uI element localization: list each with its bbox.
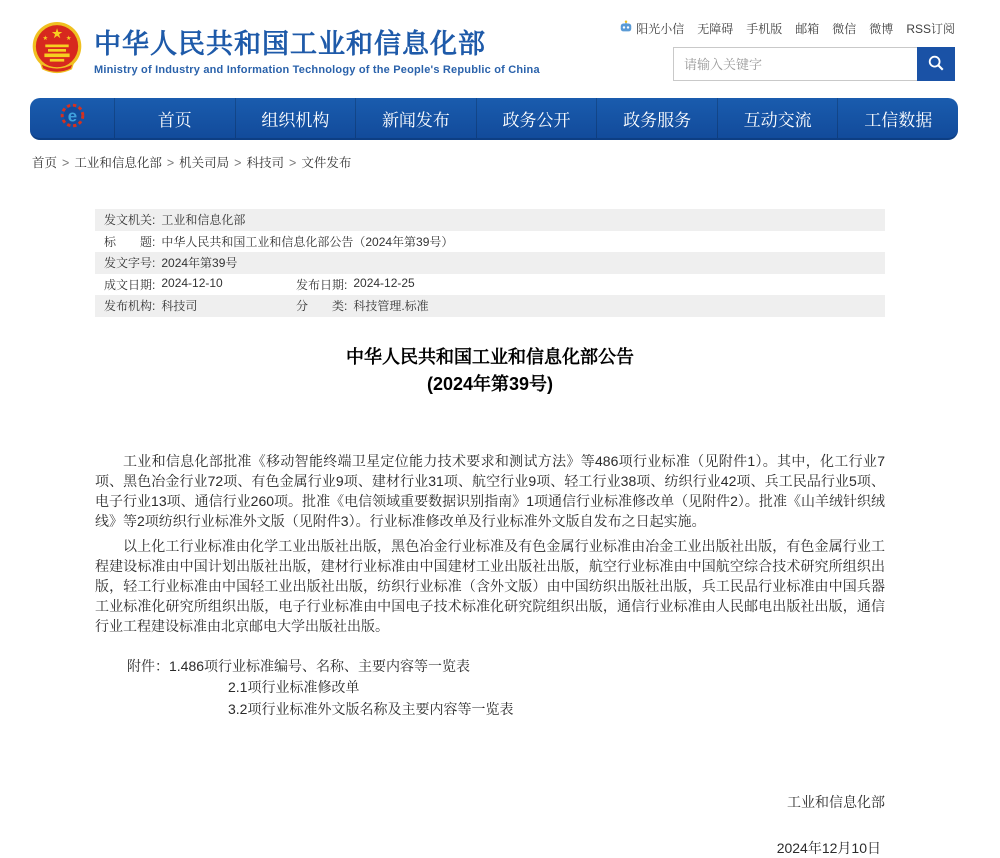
svg-text:★: ★ <box>42 35 49 42</box>
meta-row-document-number <box>95 252 885 274</box>
meta-cell <box>104 233 453 250</box>
meta-label: 发文字号: <box>104 256 156 271</box>
document-area <box>95 209 885 858</box>
meta-cell-category <box>296 297 429 314</box>
site-brand[interactable] <box>30 20 540 83</box>
meta-value: 工业和信息化部 <box>161 213 246 228</box>
breadcrumb-separator: > <box>234 156 242 170</box>
document-title-line2: (2024年第39号) <box>426 373 554 394</box>
document-meta-table <box>95 209 885 317</box>
breadcrumb-separator: > <box>166 156 175 170</box>
nav-item-gov-disclosure[interactable]: 政务公开 <box>476 98 597 138</box>
nav-item-data[interactable]: 工信数据 <box>837 98 958 138</box>
search-bar <box>673 47 955 81</box>
attachment-link-1[interactable]: 1.486项行业标准编号、名称、主要内容等一览表 <box>169 657 471 674</box>
attachment-link-3[interactable]: 3.2项行业标准外文版名称及主要内容等一览表 <box>228 700 514 717</box>
breadcrumb-separator: > <box>289 156 297 170</box>
breadcrumb-departments[interactable]: 机关司局 <box>179 156 230 170</box>
meta-value: 科技司 <box>161 299 198 314</box>
attachments-label: 附件： <box>127 657 169 674</box>
meta-cell <box>104 254 237 271</box>
top-link-mobile[interactable]: 手机版 <box>746 22 783 36</box>
breadcrumb-science-tech-dept[interactable]: 科技司 <box>246 156 284 170</box>
meta-value: 2024-12-10 <box>161 275 223 290</box>
meta-label: 发布日期: <box>296 277 348 292</box>
site-title: 中华人民共和国工业和信息化部 <box>94 28 486 59</box>
meta-label: 分 类: <box>296 299 348 314</box>
magnifier-icon <box>927 54 945 75</box>
meta-label: 发文机关: <box>104 213 156 228</box>
svg-text:e: e <box>67 106 77 126</box>
breadcrumb <box>32 153 1000 171</box>
meta-value: 科技管理.标准 <box>353 299 429 314</box>
nav-item-interaction[interactable]: 互动交流 <box>717 98 838 138</box>
meta-row-dates <box>95 274 885 296</box>
document-title-line1: 中华人民共和国工业和信息化部公告 <box>346 346 634 367</box>
nav-brand-logo[interactable] <box>30 98 114 138</box>
signature-date: 2024年12月10日 <box>776 840 881 856</box>
meta-cell <box>104 211 245 228</box>
nav-item-organization[interactable]: 组织机构 <box>235 98 356 138</box>
breadcrumb-document-release[interactable]: 文件发布 <box>301 156 352 170</box>
attachments-section <box>95 656 885 721</box>
document-body <box>95 451 885 636</box>
main-nav <box>30 98 958 140</box>
site-header <box>0 0 1000 96</box>
document-title <box>95 344 885 398</box>
top-link-weibo[interactable]: 微博 <box>869 22 894 36</box>
top-link-mail[interactable]: 邮箱 <box>795 22 820 36</box>
national-emblem-icon <box>30 20 84 83</box>
attachment-link-2[interactable]: 2.1项行业标准修改单 <box>228 679 360 695</box>
top-links <box>636 20 955 37</box>
svg-text:★: ★ <box>65 35 72 42</box>
header-right <box>636 20 955 81</box>
meta-value: 中华人民共和国工业和信息化部公告（2024年第39号） <box>161 234 454 249</box>
signature-block <box>95 792 885 858</box>
meta-row-title <box>95 231 885 253</box>
meta-label: 发布机构: <box>104 299 156 314</box>
signature-org: 工业和信息化部 <box>787 794 885 810</box>
meta-cell-publish-date <box>296 276 415 293</box>
attachment-line-2 <box>228 677 885 699</box>
nav-item-home[interactable]: 首页 <box>114 98 235 138</box>
top-link-accessibility[interactable]: 无障碍 <box>697 22 734 36</box>
gear-e-logo-icon <box>59 102 86 134</box>
meta-row-publisher-category <box>95 295 885 317</box>
top-link-label: 阳光小信 <box>636 22 685 36</box>
robot-icon <box>619 20 633 37</box>
nav-item-gov-services[interactable]: 政务服务 <box>596 98 717 138</box>
meta-value: 2024-12-25 <box>353 275 415 290</box>
meta-row-issuing-authority <box>95 209 885 231</box>
breadcrumb-separator: > <box>62 156 70 170</box>
top-link-wechat[interactable]: 微信 <box>832 22 857 36</box>
attachment-line-1 <box>127 656 885 678</box>
svg-text:★: ★ <box>50 26 64 42</box>
site-subtitle: Ministry of Industry and Information Technology of the People's Republic of China <box>94 63 540 76</box>
nav-item-news[interactable]: 新闻发布 <box>355 98 476 138</box>
paragraph-approval: 工业和信息化部批准《移动智能终端卫星定位能力技术要求和测试方法》等486项行业标准（见附件1）。其中，化工行业7项、黑色冶金行业72项、有色金属行业9项、建材行业31项、航空行业9项、轻工行业38项、纺织行业42项、兵工民品行业5项、电子行业13项、通信行业260项。批准《电信领域重要数据识别指南》1项通信行业标准修改单（见附件2）。批准《山羊绒针织绒线》等2项纺织行业标准外文版（见附件3）。行业标准修改单及行业标准外文版自发布之日起实施。 <box>95 452 885 529</box>
meta-label: 标 题: <box>104 234 156 249</box>
search-button[interactable] <box>917 47 955 81</box>
breadcrumb-home[interactable]: 首页 <box>32 156 58 170</box>
meta-label: 成文日期: <box>104 277 156 292</box>
breadcrumb-miit[interactable]: 工业和信息化部 <box>74 156 162 170</box>
top-link-sunshine-bot[interactable] <box>619 20 684 37</box>
meta-cell-publisher <box>104 297 296 314</box>
attachment-line-3 <box>228 699 885 721</box>
paragraph-publishers: 以上化工行业标准由化学工业出版社出版，黑色冶金行业标准及有色金属行业标准由冶金工业出版社出版，有色金属行业工程建设标准由中国计划出版社出版，建材行业标准由中国建材工业出版社出版，航空行业标准由中国航空综合技术研究所组织出版，轻工行业标准由中国轻工业出版社出版，纺织行业标准（含外文版）由中国纺织出版社出版，兵工民品行业标准由中国兵器工业标准化研究所组织出版，电子行业标准由中国电子技术标准化研究院组织出版，通信行业标准由人民邮电出版社出版，通信行业工程建设标准由北京邮电大学出版社出版。 <box>95 537 885 634</box>
meta-cell-written-date <box>104 276 296 293</box>
meta-value: 2024年第39号 <box>161 256 238 271</box>
brand-text <box>94 28 540 76</box>
search-input[interactable] <box>674 48 917 80</box>
top-link-rss[interactable]: RSS订阅 <box>906 22 955 36</box>
